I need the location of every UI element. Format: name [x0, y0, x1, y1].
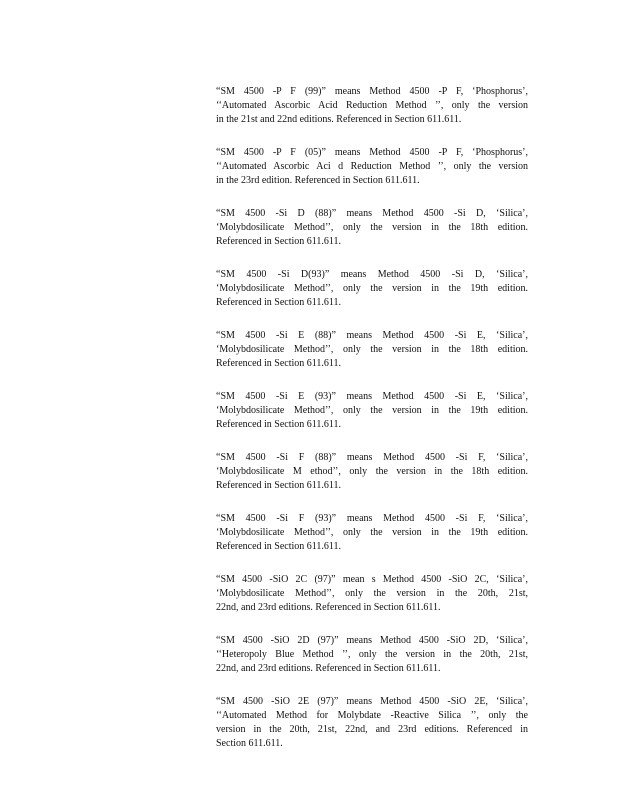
- definition-entry: [216, 695, 528, 751]
- definition-line: ‘Molybdosilicate Method’’, only the version in the 20th, 21st,: [216, 588, 528, 599]
- definition-line: ‘Molybdosilicate Method’’, only the version in the 19th edition.: [216, 405, 528, 416]
- definition-line: 22nd, and 23rd editions. Referenced in Section 611.611.: [216, 602, 441, 613]
- definition-line: ‘Molybdosilicate Method’’, only the version in the 18th edition.: [216, 344, 528, 355]
- definition-line: Section 611.611.: [216, 738, 283, 749]
- definition-entry: [216, 634, 528, 676]
- definition-entry: [216, 390, 528, 432]
- definition-entry: [216, 207, 528, 249]
- definition-line: ‘Molybdosilicate M ethod’’, only the version in the 18th edition.: [216, 466, 528, 477]
- definition-line: “SM 4500 -SiO 2E (97)” means Method 4500 -SiO 2E, ‘Silica’,: [216, 696, 528, 707]
- definition-entry: [216, 451, 528, 493]
- definition-line: “SM 4500 -Si E (88)” means Method 4500 -Si E, ‘Silica’,: [216, 330, 528, 341]
- definition-line: “SM 4500 -SiO 2C (97)” mean s Method 4500 -SiO 2C, ‘Silica’,: [216, 574, 528, 585]
- definition-line: version in the 20th, 21st, 22nd, and 23rd editions. Referenced in: [216, 724, 528, 735]
- definition-entry: [216, 146, 528, 188]
- definition-line: ‘Molybdosilicate Method’’, only the version in the 19th edition.: [216, 283, 528, 294]
- definition-line: Referenced in Section 611.611.: [216, 541, 342, 552]
- definition-line: Referenced in Section 611.611.: [216, 480, 342, 491]
- definition-entry: [216, 329, 528, 371]
- definition-line: “SM 4500 -Si F (88)” means Method 4500 -Si F, ‘Silica’,: [216, 452, 528, 463]
- definition-line: ‘‘Automated Ascorbic Acid Reduction Method ’’, only the version: [216, 100, 528, 111]
- definition-line: Referenced in Section 611.611.: [216, 358, 342, 369]
- definition-line: in the 21st and 22nd editions. Referenced in Section 611.611.: [216, 114, 462, 125]
- definition-line: ‘Molybdosilicate Method’’, only the version in the 19th edition.: [216, 527, 528, 538]
- definition-line: “SM 4500 -Si F (93)” means Method 4500 -Si F, ‘Silica’,: [216, 513, 528, 524]
- definition-line: Referenced in Section 611.611.: [216, 419, 342, 430]
- definition-line: ‘‘Heteropoly Blue Method ’’, only the version in the 20th, 21st,: [216, 649, 528, 660]
- definitions-column: [216, 85, 528, 770]
- definition-entry: [216, 573, 528, 615]
- definition-entry: [216, 268, 528, 310]
- definition-line: in the 23rd edition. Referenced in Section 611.611.: [216, 175, 420, 186]
- definition-line: “SM 4500 -Si D (88)” means Method 4500 -Si D, ‘Silica’,: [216, 208, 528, 219]
- definition-line: ‘‘Automated Method for Molybdate -Reactive Silica ’’, only the: [216, 710, 528, 721]
- definition-entry: [216, 85, 528, 127]
- definition-line: 22nd, and 23rd editions. Referenced in Section 611.611.: [216, 663, 441, 674]
- definition-line: “SM 4500 -Si D(93)” means Method 4500 -Si D, ‘Silica’,: [216, 269, 528, 280]
- definition-line: Referenced in Section 611.611.: [216, 297, 342, 308]
- definition-line: Referenced in Section 611.611.: [216, 236, 342, 247]
- definition-line: ‘Molybdosilicate Method’’, only the version in the 18th edition.: [216, 222, 528, 233]
- definition-entry: [216, 512, 528, 554]
- definition-line: “SM 4500 -Si E (93)” means Method 4500 -Si E, ‘Silica’,: [216, 391, 528, 402]
- definition-line: ‘‘Automated Ascorbic Aci d Reduction Method ’’, only the version: [216, 161, 528, 172]
- definition-line: “SM 4500 -P F (99)” means Method 4500 -P F, ‘Phosphorus’,: [216, 86, 528, 97]
- definition-line: “SM 4500 -P F (05)” means Method 4500 -P F, ‘Phosphorus’,: [216, 147, 528, 158]
- definition-line: “SM 4500 -SiO 2D (97)” means Method 4500 -SiO 2D, ‘Silica’,: [216, 635, 528, 646]
